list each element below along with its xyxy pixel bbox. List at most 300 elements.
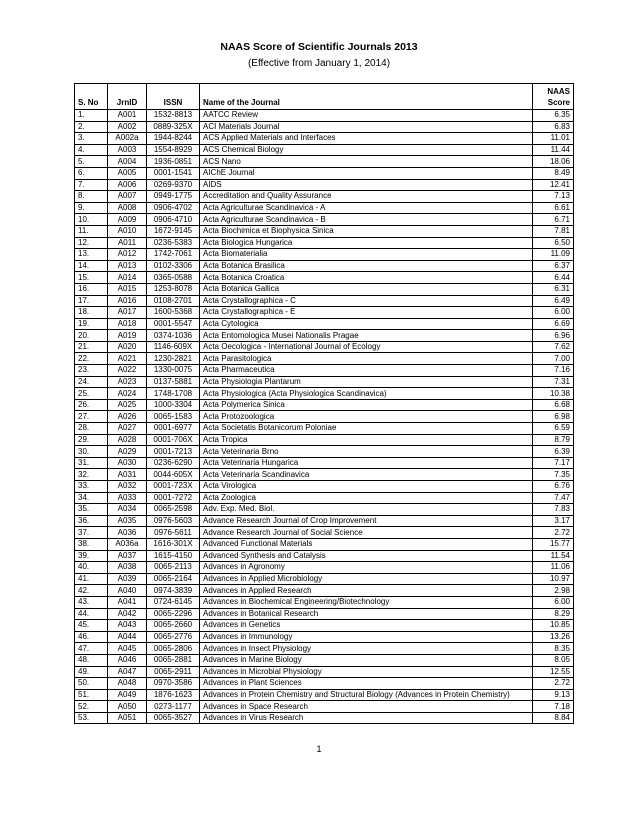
cell-journal-name: Advances in Botanical Research [200,608,533,620]
cell-issn: 0102-3306 [147,260,200,272]
cell-sno: 11. [75,225,108,237]
table-row [75,225,574,237]
table-row [75,446,574,458]
cell-jrnid: A025 [108,399,147,411]
table-row [75,654,574,666]
cell-journal-name: Acta Crystallographica - C [200,295,533,307]
cell-sno: 52. [75,701,108,713]
cell-jrnid: A017 [108,307,147,319]
cell-issn: 0065-2881 [147,654,200,666]
cell-naas-score: 7.31 [533,376,574,388]
cell-naas-score: 6.49 [533,295,574,307]
cell-issn: 0976-5603 [147,515,200,527]
cell-sno: 9. [75,202,108,214]
cell-issn: 0001-7272 [147,492,200,504]
cell-journal-name: Acta Parasitologica [200,353,533,365]
cell-sno: 25. [75,388,108,400]
cell-jrnid: A042 [108,608,147,620]
cell-naas-score: 3.17 [533,515,574,527]
cell-sno: 24. [75,376,108,388]
cell-sno: 12. [75,237,108,249]
cell-naas-score: 6.98 [533,411,574,423]
cell-sno: 15. [75,272,108,284]
cell-naas-score: 10.97 [533,573,574,585]
cell-issn: 0065-1583 [147,411,200,423]
table-row [75,608,574,620]
cell-sno: 16. [75,283,108,295]
cell-sno: 42. [75,585,108,597]
cell-journal-name: Advances in Marine Biology [200,654,533,666]
cell-naas-score: 7.00 [533,353,574,365]
table-row [75,527,574,539]
cell-jrnid: A036a [108,538,147,550]
cell-journal-name: Acta Physiologia Plantarum [200,376,533,388]
cell-issn: 0970-3586 [147,678,200,690]
cell-jrnid: A019 [108,330,147,342]
table-row [75,179,574,191]
cell-naas-score: 10.38 [533,388,574,400]
cell-journal-name: Acta Agriculturae Scandinavica - B [200,214,533,226]
cell-issn: 0365-0588 [147,272,200,284]
page-number: 1 [316,744,322,754]
cell-sno: 38. [75,538,108,550]
cell-jrnid: A045 [108,643,147,655]
cell-jrnid: A007 [108,191,147,203]
cell-sno: 27. [75,411,108,423]
cell-naas-score: 6.00 [533,596,574,608]
cell-issn: 0889-325X [147,121,200,133]
cell-jrnid: A021 [108,353,147,365]
cell-jrnid: A014 [108,272,147,284]
cell-naas-score: 8.79 [533,434,574,446]
cell-sno: 10. [75,214,108,226]
cell-journal-name: ACI Materials Journal [200,121,533,133]
table-row [75,295,574,307]
cell-issn: 0976-5611 [147,527,200,539]
cell-jrnid: A008 [108,202,147,214]
cell-naas-score: 6.61 [533,202,574,214]
table-row [75,283,574,295]
cell-issn: 0065-2911 [147,666,200,678]
table-row [75,423,574,435]
cell-issn: 0065-2776 [147,631,200,643]
cell-sno: 32. [75,469,108,481]
cell-issn: 0065-2660 [147,620,200,632]
cell-issn: 1748-1708 [147,388,200,400]
cell-journal-name: ACS Nano [200,156,533,168]
cell-issn: 1616-301X [147,538,200,550]
cell-sno: 29. [75,434,108,446]
cell-sno: 18. [75,307,108,319]
cell-sno: 23. [75,365,108,377]
cell-sno: 36. [75,515,108,527]
cell-jrnid: A029 [108,446,147,458]
cell-naas-score: 8.84 [533,712,574,724]
cell-sno: 53. [75,712,108,724]
table-row [75,538,574,550]
cell-issn: 0065-3527 [147,712,200,724]
cell-issn: 1742-7061 [147,249,200,261]
cell-jrnid: A044 [108,631,147,643]
table-row [75,643,574,655]
cell-naas-score: 7.81 [533,225,574,237]
cell-journal-name: Acta Oecologica - International Journal of Ecology [200,341,533,353]
cell-issn: 1330-0075 [147,365,200,377]
cell-sno: 30. [75,446,108,458]
cell-jrnid: A020 [108,341,147,353]
cell-issn: 1253-8078 [147,283,200,295]
table-row [75,515,574,527]
table-row [75,156,574,168]
cell-sno: 4. [75,144,108,156]
cell-journal-name: Acta Veterinaria Hungarica [200,457,533,469]
cell-jrnid: A032 [108,481,147,493]
cell-naas-score: 6.69 [533,318,574,330]
cell-naas-score: 7.13 [533,191,574,203]
cell-issn: 0065-2164 [147,573,200,585]
cell-naas-score: 6.59 [533,423,574,435]
cell-issn: 0001-7213 [147,446,200,458]
cell-issn: 0236-6290 [147,457,200,469]
table-row [75,307,574,319]
cell-sno: 14. [75,260,108,272]
cell-journal-name: Advances in Insect Physiology [200,643,533,655]
table-row [75,596,574,608]
cell-sno: 5. [75,156,108,168]
table-row [75,388,574,400]
cell-journal-name: Advances in Biochemical Engineering/Biotechnology [200,596,533,608]
cell-journal-name: Advances in Genetics [200,620,533,632]
cell-jrnid: A039 [108,573,147,585]
cell-naas-score: 8.29 [533,608,574,620]
table-row [75,550,574,562]
table-row [75,167,574,179]
cell-sno: 50. [75,678,108,690]
cell-sno: 33. [75,481,108,493]
cell-journal-name: Acta Cytologica [200,318,533,330]
col-header-issn: ISSN [147,84,200,110]
cell-journal-name: ACS Chemical Biology [200,144,533,156]
cell-journal-name: Advances in Applied Research [200,585,533,597]
table-row [75,272,574,284]
table-row [75,341,574,353]
cell-sno: 13. [75,249,108,261]
cell-journal-name: Acta Botanica Gallica [200,283,533,295]
table-row [75,701,574,713]
cell-naas-score: 15.77 [533,538,574,550]
cell-naas-score: 2.72 [533,678,574,690]
cell-journal-name: Acta Tropica [200,434,533,446]
table-row [75,434,574,446]
col-header-jrnid: JrnID [108,84,147,110]
cell-sno: 48. [75,654,108,666]
cell-jrnid: A037 [108,550,147,562]
cell-journal-name: Acta Agriculturae Scandinavica - A [200,202,533,214]
cell-sno: 37. [75,527,108,539]
cell-naas-score: 6.68 [533,399,574,411]
table-row [75,631,574,643]
cell-jrnid: A046 [108,654,147,666]
cell-issn: 0044-605X [147,469,200,481]
cell-sno: 8. [75,191,108,203]
cell-issn: 1672-9145 [147,225,200,237]
cell-jrnid: A027 [108,423,147,435]
cell-jrnid: A005 [108,167,147,179]
table-row [75,353,574,365]
cell-issn: 0065-2806 [147,643,200,655]
table-row [75,110,574,122]
cell-sno: 7. [75,179,108,191]
cell-issn: 1615-4150 [147,550,200,562]
cell-naas-score: 8.35 [533,643,574,655]
cell-issn: 1230-2821 [147,353,200,365]
cell-naas-score: 11.01 [533,133,574,145]
cell-journal-name: Acta Biomaterialia [200,249,533,261]
table-row [75,399,574,411]
cell-journal-name: Advanced Functional Materials [200,538,533,550]
cell-jrnid: A004 [108,156,147,168]
cell-issn: 0001-706X [147,434,200,446]
cell-sno: 46. [75,631,108,643]
cell-issn: 1936-0851 [147,156,200,168]
cell-sno: 26. [75,399,108,411]
cell-issn: 0001-6977 [147,423,200,435]
cell-jrnid: A026 [108,411,147,423]
cell-journal-name: Advances in Plant Sciences [200,678,533,690]
cell-journal-name: AATCC Review [200,110,533,122]
cell-journal-name: Accreditation and Quality Assurance [200,191,533,203]
cell-jrnid: A041 [108,596,147,608]
journal-score-table [74,83,574,724]
cell-journal-name: Advance Research Journal of Crop Improvement [200,515,533,527]
cell-journal-name: Advanced Synthesis and Catalysis [200,550,533,562]
cell-naas-score: 11.09 [533,249,574,261]
cell-naas-score: 7.62 [533,341,574,353]
cell-jrnid: A033 [108,492,147,504]
cell-jrnid: A012 [108,249,147,261]
cell-naas-score: 2.98 [533,585,574,597]
cell-naas-score: 7.83 [533,504,574,516]
cell-sno: 39. [75,550,108,562]
cell-sno: 49. [75,666,108,678]
cell-issn: 1146-609X [147,341,200,353]
cell-journal-name: Acta Botanica Brasilica [200,260,533,272]
table-row [75,330,574,342]
table-row [75,573,574,585]
cell-jrnid: A009 [108,214,147,226]
cell-naas-score: 7.17 [533,457,574,469]
table-row [75,712,574,724]
table-row [75,585,574,597]
cell-journal-name: Acta Societatis Botanicorum Poloniae [200,423,533,435]
cell-journal-name: Advances in Space Research [200,701,533,713]
cell-naas-score: 6.35 [533,110,574,122]
cell-journal-name: Advances in Immunology [200,631,533,643]
cell-jrnid: A048 [108,678,147,690]
cell-jrnid: A006 [108,179,147,191]
cell-journal-name: Acta Biochimica et Biophysica Sinica [200,225,533,237]
cell-jrnid: A024 [108,388,147,400]
cell-sno: 19. [75,318,108,330]
cell-journal-name: AIChE Journal [200,167,533,179]
cell-naas-score: 7.18 [533,701,574,713]
cell-jrnid: A051 [108,712,147,724]
table-row [75,237,574,249]
cell-journal-name: Advances in Microbial Physiology [200,666,533,678]
cell-jrnid: A022 [108,365,147,377]
cell-journal-name: Advances in Virus Research [200,712,533,724]
cell-jrnid: A002 [108,121,147,133]
cell-jrnid: A001 [108,110,147,122]
cell-issn: 0065-2598 [147,504,200,516]
cell-journal-name: Acta Zoologica [200,492,533,504]
table-row [75,202,574,214]
cell-issn: 0273-1177 [147,701,200,713]
cell-sno: 1. [75,110,108,122]
table-row [75,492,574,504]
cell-sno: 34. [75,492,108,504]
table-body [75,110,574,724]
cell-journal-name: Acta Crystallographica - E [200,307,533,319]
cell-sno: 2. [75,121,108,133]
cell-sno: 47. [75,643,108,655]
cell-issn: 0001-5547 [147,318,200,330]
cell-jrnid: A036 [108,527,147,539]
col-header-sno: S. No [75,84,108,110]
cell-issn: 0906-4710 [147,214,200,226]
cell-jrnid: A010 [108,225,147,237]
page-subtitle: (Effective from January 1, 2014) [247,58,391,69]
cell-journal-name: Acta Physiologica (Acta Physiologica Scandinavica) [200,388,533,400]
cell-sno: 31. [75,457,108,469]
table-row [75,504,574,516]
cell-issn: 0137-5881 [147,376,200,388]
cell-jrnid: A038 [108,562,147,574]
col-header-naas-score: NAAS Score [533,84,574,110]
cell-jrnid: A013 [108,260,147,272]
cell-naas-score: 6.44 [533,272,574,284]
page-title: NAAS Score of Scientific Journals 2013 [220,41,418,53]
cell-issn: 1554-8929 [147,144,200,156]
cell-journal-name: Adv. Exp. Med. Biol. [200,504,533,516]
cell-journal-name: Acta Biologica Hungarica [200,237,533,249]
cell-naas-score: 2.72 [533,527,574,539]
cell-jrnid: A035 [108,515,147,527]
table-header-row [75,84,574,110]
cell-issn: 1600-5368 [147,307,200,319]
cell-jrnid: A047 [108,666,147,678]
cell-issn: 1876-1623 [147,689,200,701]
cell-sno: 44. [75,608,108,620]
cell-journal-name: Acta Pharmaceutica [200,365,533,377]
cell-sno: 3. [75,133,108,145]
cell-naas-score: 9.13 [533,689,574,701]
cell-naas-score: 6.50 [533,237,574,249]
cell-issn: 0906-4702 [147,202,200,214]
cell-journal-name: Acta Polymerica Sinica [200,399,533,411]
cell-sno: 35. [75,504,108,516]
cell-naas-score: 7.35 [533,469,574,481]
cell-naas-score: 6.39 [533,446,574,458]
table-row [75,133,574,145]
cell-naas-score: 6.83 [533,121,574,133]
cell-naas-score: 11.54 [533,550,574,562]
cell-sno: 21. [75,341,108,353]
cell-issn: 0949-1775 [147,191,200,203]
cell-issn: 0374-1036 [147,330,200,342]
cell-issn: 1532-8813 [147,110,200,122]
cell-jrnid: A040 [108,585,147,597]
cell-sno: 43. [75,596,108,608]
cell-issn: 0236-5383 [147,237,200,249]
table-row [75,457,574,469]
cell-naas-score: 11.06 [533,562,574,574]
cell-naas-score: 12.55 [533,666,574,678]
cell-naas-score: 6.96 [533,330,574,342]
cell-jrnid: A050 [108,701,147,713]
cell-sno: 45. [75,620,108,632]
cell-naas-score: 6.76 [533,481,574,493]
cell-jrnid: A043 [108,620,147,632]
table-row [75,365,574,377]
cell-issn: 0269-9370 [147,179,200,191]
cell-issn: 0065-2113 [147,562,200,574]
cell-naas-score: 6.31 [533,283,574,295]
cell-jrnid: A003 [108,144,147,156]
table-row [75,260,574,272]
cell-sno: 51. [75,689,108,701]
table-row [75,411,574,423]
cell-sno: 20. [75,330,108,342]
cell-issn: 0108-2701 [147,295,200,307]
cell-journal-name: Acta Veterinaria Scandinavica [200,469,533,481]
cell-issn: 1000-3304 [147,399,200,411]
cell-naas-score: 6.00 [533,307,574,319]
table-row [75,562,574,574]
cell-naas-score: 13.26 [533,631,574,643]
table-row [75,191,574,203]
cell-jrnid: A015 [108,283,147,295]
table-row [75,376,574,388]
cell-naas-score: 12.41 [533,179,574,191]
cell-jrnid: A030 [108,457,147,469]
cell-journal-name: Acta Veterinaria Brno [200,446,533,458]
cell-journal-name: Advance Research Journal of Social Science [200,527,533,539]
cell-naas-score: 10.85 [533,620,574,632]
cell-issn: 0974-3839 [147,585,200,597]
cell-naas-score: 18.06 [533,156,574,168]
table-row [75,620,574,632]
cell-sno: 6. [75,167,108,179]
cell-issn: 0724-6145 [147,596,200,608]
cell-naas-score: 6.37 [533,260,574,272]
table-row [75,689,574,701]
cell-sno: 28. [75,423,108,435]
table-row [75,678,574,690]
cell-journal-name: Acta Botanica Croatica [200,272,533,284]
table-row [75,144,574,156]
col-header-journal-name: Name of the Journal [200,84,533,110]
cell-naas-score: 8.05 [533,654,574,666]
cell-issn: 1944-8244 [147,133,200,145]
cell-jrnid: A028 [108,434,147,446]
cell-naas-score: 11.44 [533,144,574,156]
cell-issn: 0001-1541 [147,167,200,179]
cell-jrnid: A034 [108,504,147,516]
cell-journal-name: Acta Virologica [200,481,533,493]
cell-jrnid: A023 [108,376,147,388]
cell-jrnid: A011 [108,237,147,249]
